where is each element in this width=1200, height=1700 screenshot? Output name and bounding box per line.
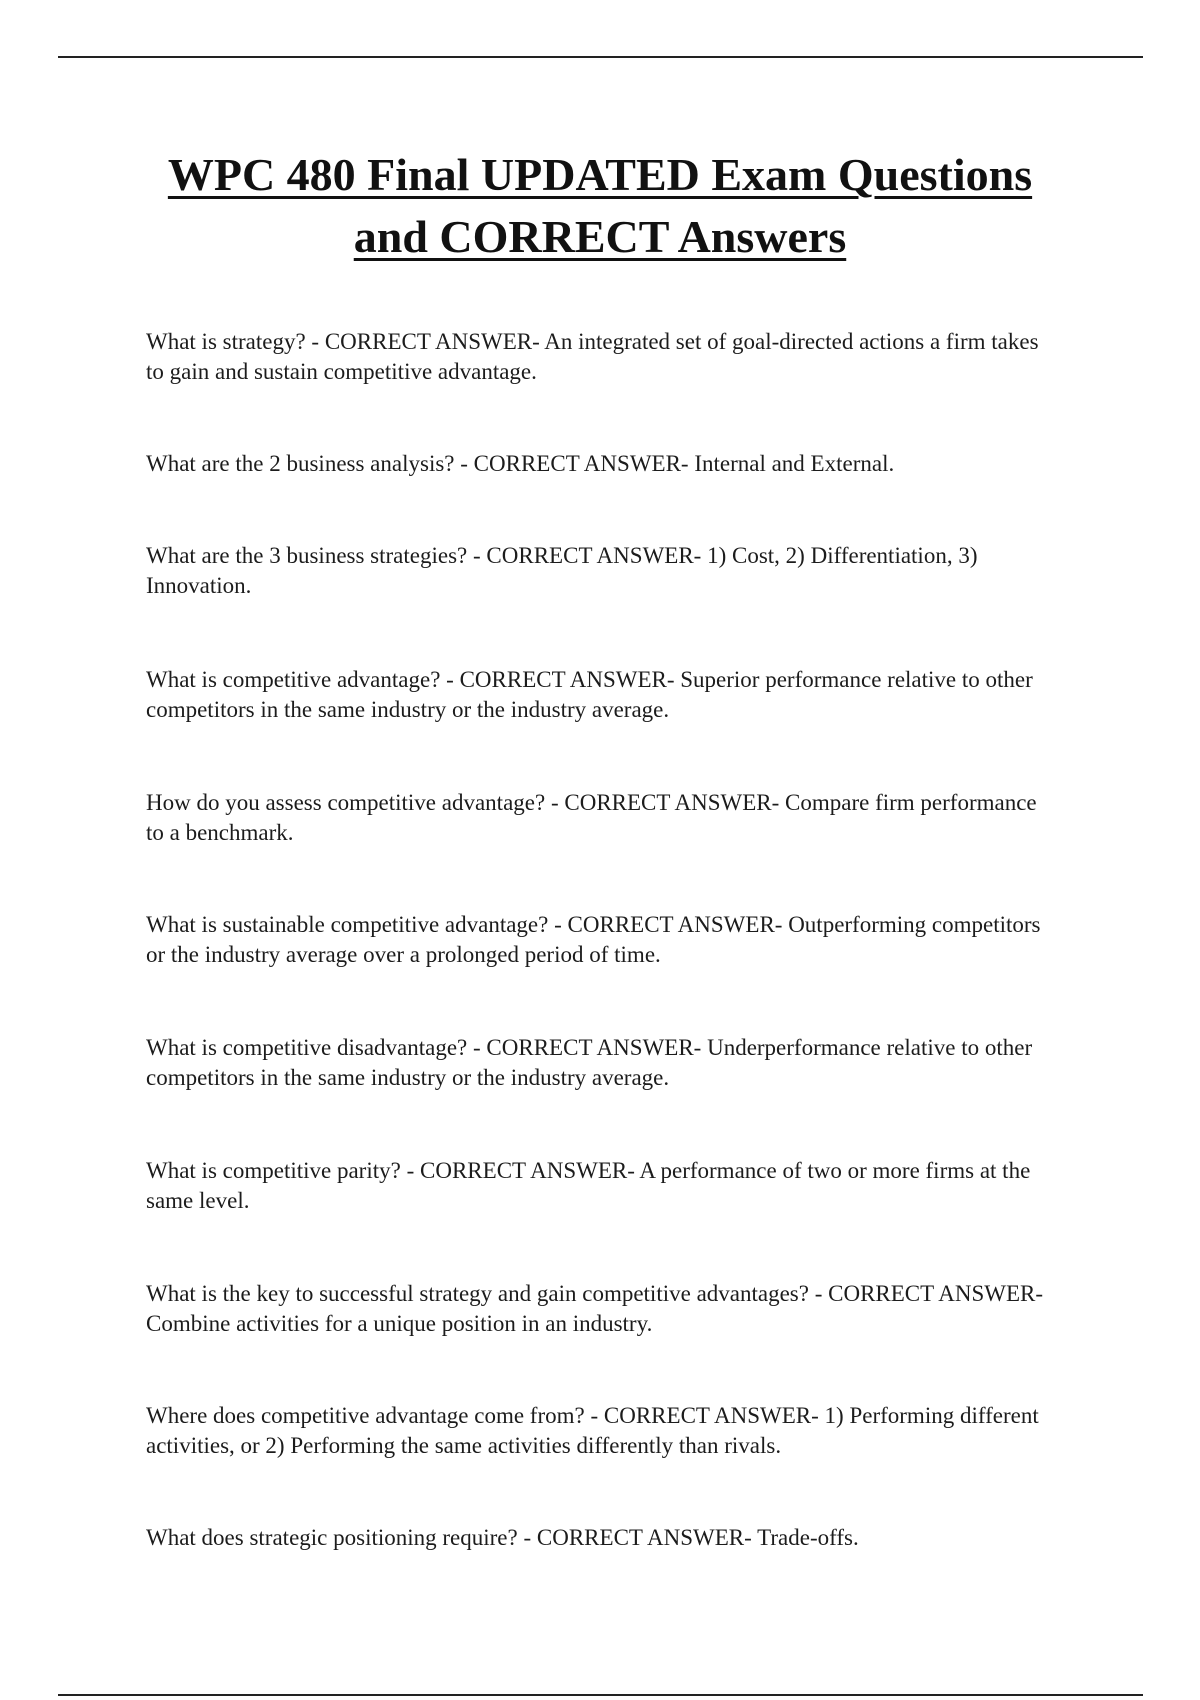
answer-text: Internal and External. (694, 451, 895, 476)
answer-marker: CORRECT ANSWER- (420, 1158, 640, 1183)
answer-text: 1) Cost, 2) Differentiation, 3) Innovation. (146, 543, 978, 598)
separator: - (454, 451, 474, 476)
qa-item-5 (146, 788, 1046, 848)
answer-marker: CORRECT ANSWER- (828, 1281, 1044, 1306)
answer-text: Outperforming competitors or the industry average over a prolonged period of time. (146, 912, 1041, 967)
answer-marker: CORRECT ANSWER- (536, 1525, 758, 1550)
qa-item-11 (146, 1523, 1046, 1553)
separator: - (467, 1035, 487, 1060)
question-text: What is competitive disadvantage? (146, 1035, 468, 1060)
question-text: What is sustainable competitive advantage? (146, 912, 549, 937)
question-text: What is competitive parity? (146, 1158, 401, 1183)
separator: - (305, 329, 325, 354)
answer-text: Underperformance relative to other competitors in the same industry or the industry average. (146, 1035, 1033, 1090)
question-text: What is strategy? (146, 329, 306, 354)
question-text: What are the 2 business analysis? (146, 451, 455, 476)
answer-marker: CORRECT ANSWER- (459, 667, 681, 692)
answer-marker: CORRECT ANSWER- (567, 912, 789, 937)
question-text: What is the key to successful strategy and gain competitive advantages? (146, 1281, 809, 1306)
separator: - (808, 1281, 829, 1306)
qa-item-4 (146, 665, 1046, 725)
question-text: Where does competitive advantage come from? (146, 1403, 585, 1428)
answer-marker: CORRECT ANSWER- (324, 329, 545, 354)
answer-text: A performance of two or more firms at the same level. (146, 1158, 1031, 1213)
qa-item-1 (146, 327, 1046, 387)
answer-text: 1) Performing different activities, or 2) Performing the same activities differently than rivals. (146, 1403, 1039, 1458)
question-text: What does strategic positioning require? (146, 1525, 518, 1550)
separator: - (548, 912, 568, 937)
answer-text: Compare firm performance to a benchmark. (146, 790, 1037, 845)
answer-text: Superior performance relative to other competitors in the same industry or the industry average. (146, 667, 1033, 722)
qa-item-8 (146, 1156, 1046, 1216)
separator: - (440, 667, 460, 692)
question-text: How do you assess competitive advantage? (146, 790, 546, 815)
separator: - (467, 543, 487, 568)
answer-marker: CORRECT ANSWER- (473, 451, 695, 476)
bottom-divider (58, 1694, 1143, 1696)
question-text: What is competitive advantage? (146, 667, 441, 692)
separator: - (517, 1525, 537, 1550)
answer-text: Trade-offs. (757, 1525, 859, 1550)
question-text: What are the 3 business strategies? (146, 543, 468, 568)
answer-text: An integrated set of goal-directed actions a firm takes to gain and sustain competitive advantage. (146, 329, 1039, 384)
answer-marker: CORRECT ANSWER- (486, 1035, 708, 1060)
answer-marker: CORRECT ANSWER- (486, 543, 708, 568)
qa-item-3 (146, 541, 1046, 601)
answer-marker: CORRECT ANSWER- (603, 1403, 825, 1428)
qa-item-2 (146, 449, 1046, 479)
qa-item-6 (146, 910, 1046, 970)
separator: - (545, 790, 565, 815)
separator: - (400, 1158, 421, 1183)
qa-item-9 (146, 1279, 1046, 1339)
qa-item-7 (146, 1033, 1046, 1093)
qa-item-10 (146, 1401, 1046, 1461)
document-title: WPC 480 Final UPDATED Exam Questions and CORRECT Answers (167, 149, 1033, 262)
answer-marker: CORRECT ANSWER- (564, 790, 786, 815)
separator: - (584, 1403, 604, 1428)
answer-text: Combine activities for a unique position in an industry. (146, 1311, 653, 1336)
